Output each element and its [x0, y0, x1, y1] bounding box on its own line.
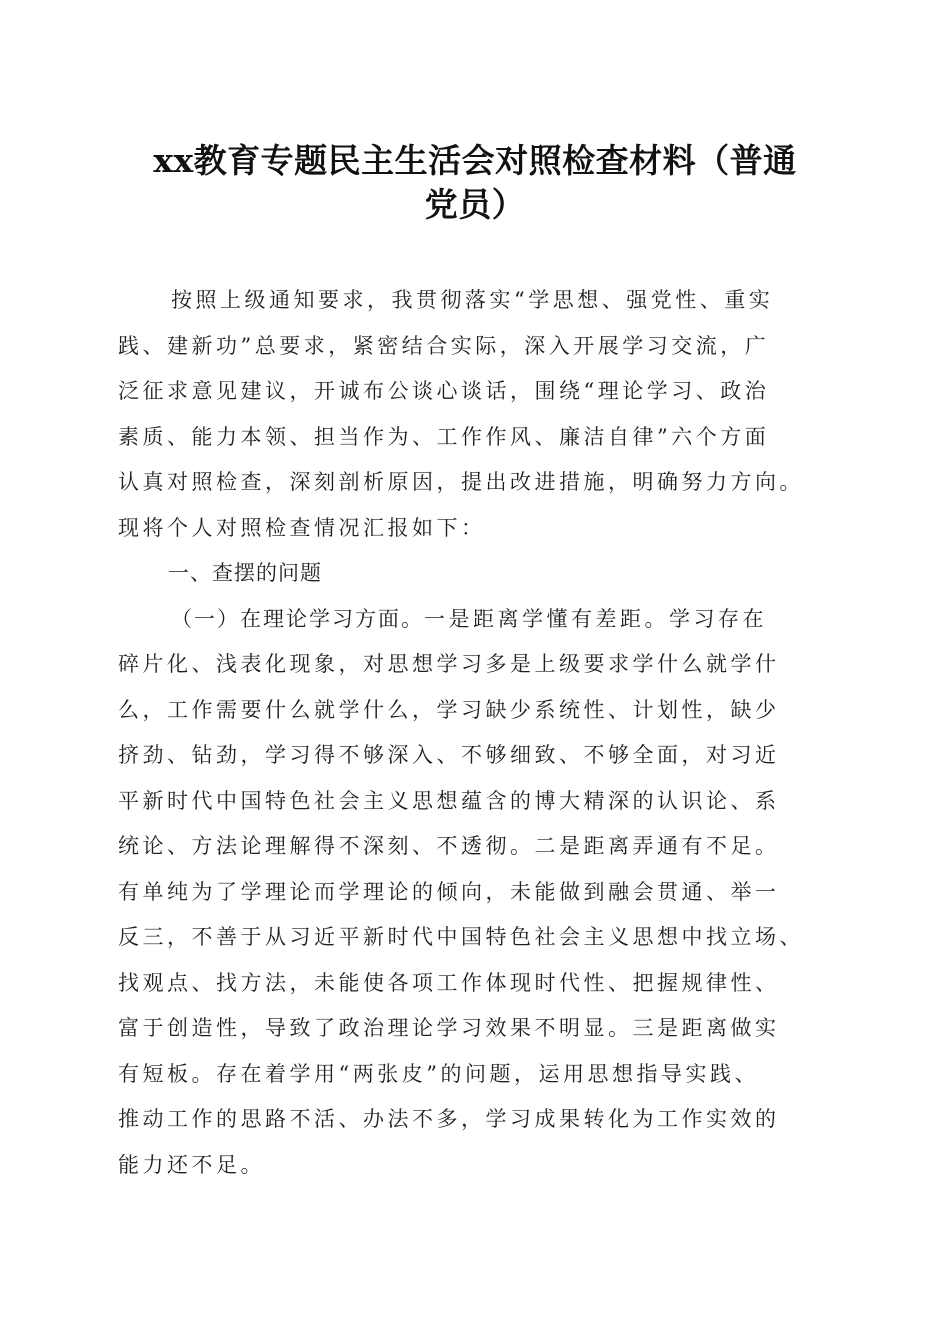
intro-paragraph-line: 认真对照检查，深刻剖析原因，提出改进措施，明确努力方向。 — [118, 470, 804, 494]
subsection-paragraph-line: 有短板。存在着学用“两张皮”的问题，运用思想指导实践、 — [118, 1061, 759, 1086]
subsection-paragraph-line: 么，工作需要什么就学什么，学习缺少系统性、计划性，缺少 — [118, 697, 780, 722]
subsection-paragraph-line: 挤劲、钻劲，学习得不够深入、不够细致、不够全面，对习近 — [118, 743, 780, 767]
intro-paragraph-line: 现将个人对照检查情况汇报如下： — [118, 515, 486, 540]
subsection-paragraph-line: 推动工作的思路不活、办法不多，学习成果转化为工作实效的 — [118, 1107, 780, 1131]
subsection-paragraph-line: 找观点、找方法，未能使各项工作体现时代性、把握规律性、 — [118, 970, 780, 995]
subsection-first-line — [118, 597, 858, 643]
intro-paragraph-line: 按照上级通知要求，我贯彻落实“学思想、强党性、重实 — [171, 288, 774, 312]
intro-paragraph-line: 素质、能力本领、担当作为、工作作风、廉洁自律”六个方面 — [118, 424, 770, 449]
intro-paragraph-line: 泛征求意见建议，开诚布公谈心谈话，围绕“理论学习、政治 — [118, 379, 770, 403]
subsection-first-line-text: 一是距离学懂有差距。学习存在 — [424, 606, 767, 631]
document-title-line-2: 党员） — [424, 185, 526, 224]
document-body — [118, 278, 858, 1188]
subsection-paragraph-line: 反三，不善于从习近平新时代中国特色社会主义思想中找立场、 — [118, 925, 804, 949]
section-heading: 一、查摆的问题 — [168, 561, 322, 585]
subsection-heading: （一）在理论学习方面。 — [171, 606, 424, 631]
subsection-paragraph-line: 平新时代中国特色社会主义思想蕴含的博大精深的认识论、系 — [118, 788, 780, 813]
subsection-paragraph-line: 能力还不足。 — [118, 1152, 265, 1177]
subsection-paragraph-line: 有单纯为了学理论而学理论的倾向，未能做到融会贯通、举一 — [118, 879, 780, 904]
subsection-paragraph-line: 统论、方法论理解得不深刻、不透彻。二是距离弄通有不足。 — [118, 834, 780, 858]
document-title-line-1: xx教育专题民主生活会对照检查材料（普通 — [153, 141, 797, 180]
subsection-paragraph-line: 富于创造性，导致了政治理论学习效果不明显。三是距离做实 — [118, 1016, 780, 1040]
subsection-paragraph-line: 碎片化、浅表化现象，对思想学习多是上级要求学什么就学什 — [118, 652, 780, 676]
intro-paragraph-line: 践、建新功”总要求，紧密结合实际，深入开展学习交流，广 — [118, 333, 770, 358]
